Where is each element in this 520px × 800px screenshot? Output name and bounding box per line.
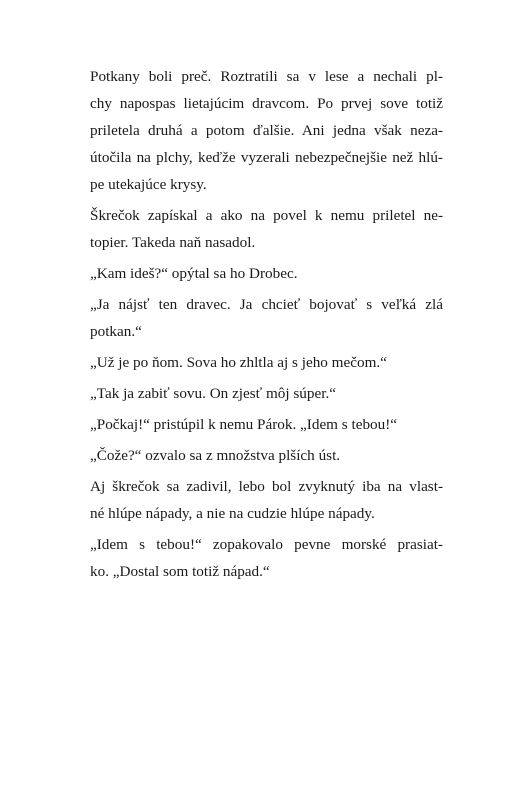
text-line: Potkany boli preč. Roztratili sa v lese a nechali pl-	[90, 68, 443, 85]
text-line: topier. Takeda naň nasadol.	[90, 234, 256, 251]
text-line: „Ja nájsť ten dravec. Ja chcieť bojovať s veľká zlá	[90, 296, 443, 313]
text-line: priletela druhá a potom ďalšie. Ani jedna však neza-	[90, 122, 443, 139]
text-line: „Počkaj!“ pristúpil k nemu Párok. „Idem s tebou!“	[90, 416, 398, 433]
text-line: „Tak ja zabiť sovu. On zjesť môj súper.“	[90, 385, 336, 402]
text-line: Aj škrečok sa zadivil, lebo bol zvyknutý iba na vlast-	[90, 478, 443, 495]
text-line: potkan.“	[90, 323, 142, 340]
text-line: né hlúpe nápady, a nie na cudzie hlúpe nápady.	[90, 505, 375, 522]
text-line: „Už je po ňom. Sova ho zhltla aj s jeho mečom.“	[90, 354, 387, 371]
text-line: „Čože?“ ozvalo sa z množstva plších úst.	[90, 447, 341, 464]
text-line: útočila na plchy, keďže vyzerali nebezpečnejšie než hlú-	[90, 149, 443, 166]
text-line: „Idem s tebou!“ zopakovalo pevne morské prasiat-	[90, 536, 443, 553]
text-line: pe utekajúce krysy.	[90, 176, 207, 193]
text-line: chy napospas lietajúcim dravcom. Po prvej sove totiž	[90, 95, 443, 112]
text-line: ko. „Dostal som totiž nápad.“	[90, 563, 270, 580]
text-line: Škrečok zapískal a ako na povel k nemu priletel ne-	[90, 207, 443, 224]
text-line: „Kam ideš?“ opýtal sa ho Drobec.	[90, 265, 298, 282]
